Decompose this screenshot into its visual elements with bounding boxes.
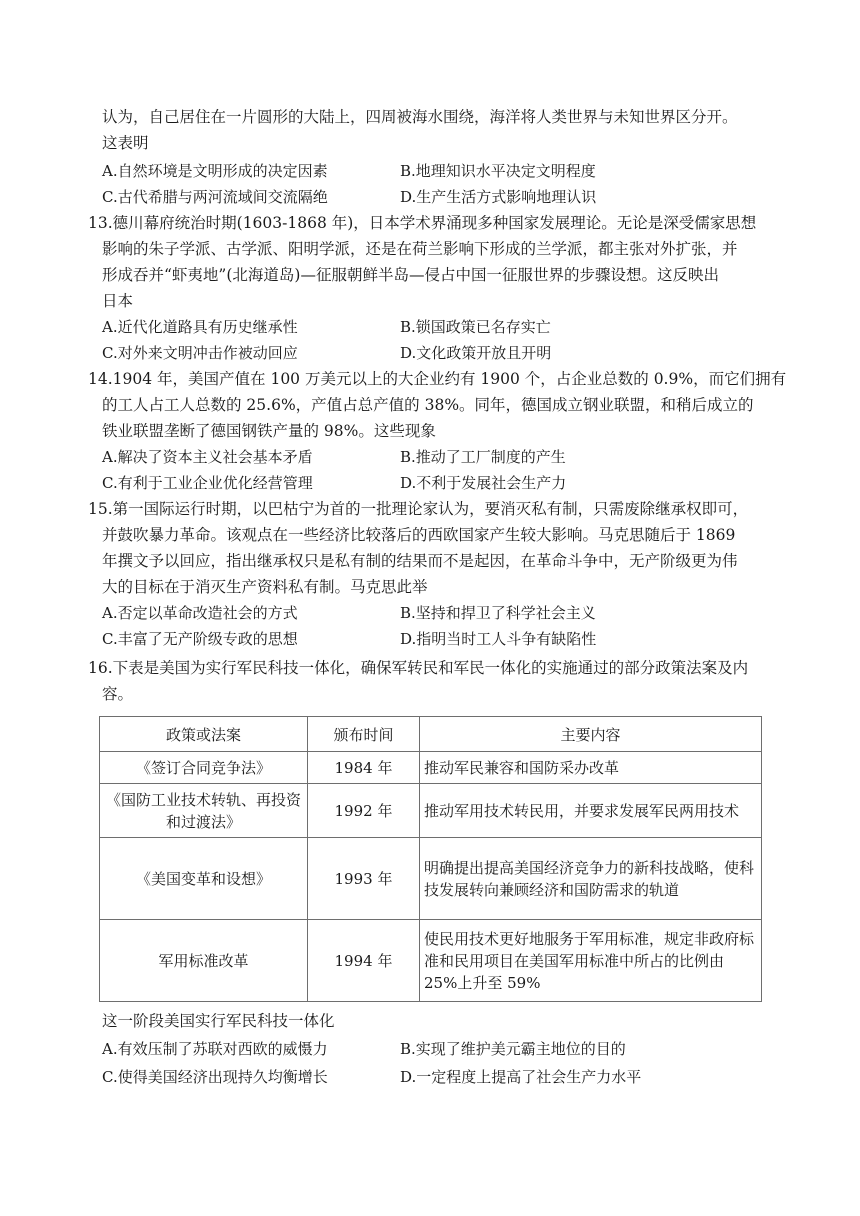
table-cell-policy: 《国防工业技术转轨、再投资和过渡法》 (100, 784, 308, 838)
q14-option-b[interactable]: B.推动了工厂制度的产生 (400, 448, 566, 466)
q12-stem-line-1: 认为，自己居住在一片圆形的大陆上，四周被海水围绕，海洋将人类世界与未知世界区分开。 (102, 108, 738, 126)
table-cell-date: 1994 年 (308, 920, 420, 1002)
q13-stem-line-2: 影响的朱子学派、古学派、阳明学派，还是在荷兰影响下形成的兰学派，都主张对外扩张，并 (102, 240, 738, 258)
table-cell-policy: 《美国变革和设想》 (100, 838, 308, 920)
q13-option-d[interactable]: D.文化政策开放且开明 (400, 344, 552, 362)
q15-option-b[interactable]: B.坚持和捍卫了科学社会主义 (400, 604, 596, 622)
q15-stem-line-2: 并鼓吹暴力革命。该观点在一些经济比较落后的西欧国家产生较大影响。马克思随后于 1869 (102, 526, 736, 544)
q12-option-a[interactable]: A.自然环境是文明形成的决定因素 (102, 162, 328, 180)
q14-stem-line-2: 的工人占工人总数的 25.6%，产值占总产值的 38%。同年，德国成立钢业联盟，和稍后成立的 (102, 396, 754, 414)
table-cell-content: 使民用技术更好地服务于军用标准，规定非政府标准和民用项目在美国军用标准中所占的比例由 25%上升至 59% (420, 920, 762, 1002)
table-cell-date: 1984 年 (308, 752, 420, 784)
q12-option-d[interactable]: D.生产生活方式影响地理认识 (400, 188, 597, 206)
q13-option-c[interactable]: C.对外来文明冲击作被动回应 (102, 344, 298, 362)
table-row (100, 784, 762, 838)
q13-stem-line-1: 13.德川幕府统治时期(1603-1868 年)，日本学术界涌现多种国家发展理论。无论是深受儒家思想 (88, 214, 757, 232)
table-cell-content: 明确提出提高美国经济竞争力的新科技战略，使科技发展转向兼顾经济和国防需求的轨道 (420, 838, 762, 920)
q16-option-a[interactable]: A.有效压制了苏联对西欧的威慑力 (102, 1040, 328, 1058)
table-header-date: 颁布时间 (308, 717, 420, 752)
q14-stem-line-1: 14.1904 年，美国产值在 100 万美元以上的大企业约有 1900 个，占企业总数的 0.9%，而它们拥有 (88, 370, 787, 388)
q14-stem-line-3: 铁业联盟垄断了德国钢铁产量的 98%。这些现象 (102, 422, 436, 440)
q16-stem-after-table: 这一阶段美国实行军民科技一体化 (102, 1012, 335, 1030)
q13-option-b[interactable]: B.锁国政策已名存实亡 (400, 318, 551, 336)
q15-stem-line-4: 大的目标在于消灭生产资料私有制。马克思此举 (102, 578, 428, 596)
table-cell-content: 推动军民兼容和国防采办改革 (420, 752, 762, 784)
q16-option-c[interactable]: C.使得美国经济出现持久均衡增长 (102, 1068, 328, 1086)
table-cell-policy: 《签订合同竞争法》 (100, 752, 308, 784)
q14-option-d[interactable]: D.不利于发展社会生产力 (400, 474, 567, 492)
q16-stem-line-1: 16.下表是美国为实行军民科技一体化，确保军转民和军民一体化的实施通过的部分政策法案及内 (88, 659, 749, 677)
table-cell-policy: 军用标准改革 (100, 920, 308, 1002)
q12-stem-line-2: 这表明 (102, 134, 149, 152)
q12-option-c[interactable]: C.古代希腊与两河流域间交流隔绝 (102, 188, 328, 206)
table-row (100, 920, 762, 1002)
table-header-row (100, 717, 762, 752)
table-cell-date: 1993 年 (308, 838, 420, 920)
table-header-policy: 政策或法案 (100, 717, 308, 752)
q15-stem-line-3: 年撰文予以回应，指出继承权只是私有制的结果而不是起因，在革命斗争中，无产阶级更为伟 (102, 552, 738, 570)
q13-option-a[interactable]: A.近代化道路具有历史继承性 (102, 318, 298, 336)
table-header-content: 主要内容 (420, 717, 762, 752)
table-cell-content: 推动军用技术转民用，并要求发展军民两用技术 (420, 784, 762, 838)
policy-table (99, 716, 762, 1002)
q16-option-d[interactable]: D.一定程度上提高了社会生产力水平 (400, 1068, 642, 1086)
q14-option-a[interactable]: A.解决了资本主义社会基本矛盾 (102, 448, 313, 466)
q15-stem-line-1: 15.第一国际运行时期，以巴枯宁为首的一批理论家认为，要消灭私有制，只需废除继承权即可， (88, 500, 749, 518)
q15-option-c[interactable]: C.丰富了无产阶级专政的思想 (102, 630, 298, 648)
q16-stem-line-2: 容。 (102, 685, 134, 703)
q13-stem-line-4: 日本 (102, 292, 134, 310)
q15-option-d[interactable]: D.指明当时工人斗争有缺陷性 (400, 630, 597, 648)
q14-option-c[interactable]: C.有利于工业企业优化经营管理 (102, 474, 313, 492)
table-cell-date: 1992 年 (308, 784, 420, 838)
q15-option-a[interactable]: A.否定以革命改造社会的方式 (102, 604, 298, 622)
table-row (100, 838, 762, 920)
q13-stem-line-3: 形成吞并“虾夷地”(北海道岛)—征服朝鲜半岛—侵占中国一征服世界的步骤设想。这反映出 (102, 266, 719, 284)
q12-option-b[interactable]: B.地理知识水平决定文明程度 (400, 162, 596, 180)
table-row (100, 752, 762, 784)
q16-option-b[interactable]: B.实现了维护美元霸主地位的目的 (400, 1040, 626, 1058)
